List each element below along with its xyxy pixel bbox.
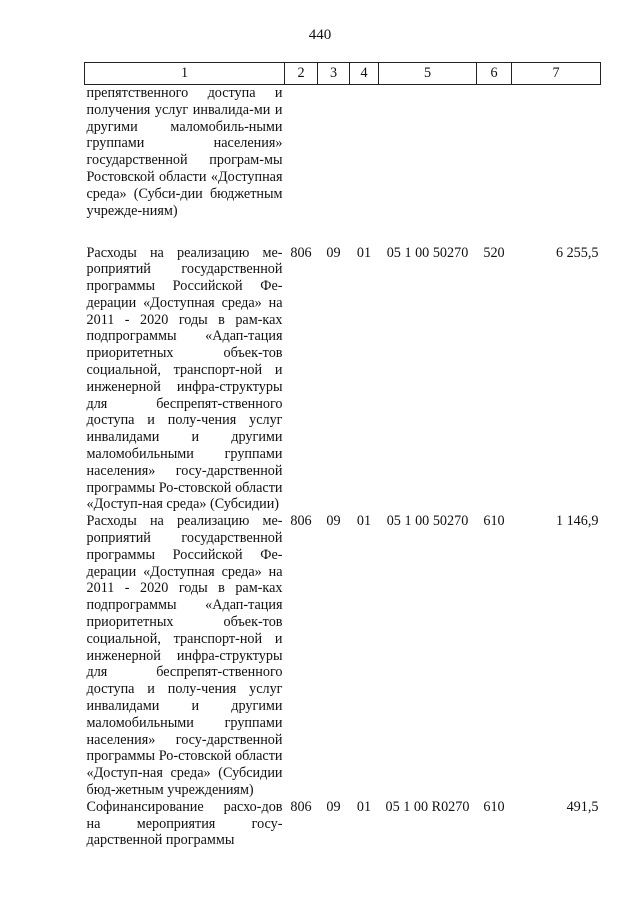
row-ministry-code: 806 xyxy=(290,513,312,530)
header-col-5: 5 xyxy=(379,63,477,85)
row-expense-type: 610 xyxy=(483,513,505,530)
row-target-code: 05 1 00 50270 xyxy=(386,244,469,261)
table-row xyxy=(85,245,601,514)
row-section: 09 xyxy=(326,513,341,530)
header-col-4: 4 xyxy=(350,63,379,85)
header-col-7: 7 xyxy=(512,63,601,85)
header-col-1: 1 xyxy=(85,63,285,85)
header-col-2: 2 xyxy=(285,63,318,85)
row-amount: 6 255,5 xyxy=(555,244,599,261)
row-subsection xyxy=(350,85,379,245)
row-amount: 491,5 xyxy=(566,798,599,815)
table-row xyxy=(85,799,601,849)
row-description: Расходы на реализацию ме-роприятий государственной программы Российской Фе-дерации «Доступная среда» на 2011 - 2020 годы в рам-ках подпрограммы «Адап-тация приоритетных объек-тов социальной, транспорт-ной и инженерной инфра-структуры для беспрепят-ственного доступа и полу-чения услуг инвалидами и другими маломобильными группами населения» госу-дарственной программы Ро-стовской области «Доступ-ная среда» (Субсидии бюд-жетным учреждениям) xyxy=(86,513,283,798)
budget-table xyxy=(84,62,601,849)
row-section: 09 xyxy=(326,244,341,261)
row-description: Софинансирование расхо-дов на мероприятия госу-дарственной программы xyxy=(86,798,283,849)
row-subsection: 01 xyxy=(356,513,372,530)
table-row xyxy=(85,513,601,799)
row-expense-type: 520 xyxy=(483,244,505,261)
row-section xyxy=(318,85,350,245)
row-amount xyxy=(512,85,601,245)
row-description: препятственного доступа и получения услуг инвалида-ми и другими маломобиль-ными группами населения» государственной програм-мы Ростовской области «Доступная среда» (Субси-дии бюджетным учрежде-ниям) xyxy=(86,85,283,219)
row-subsection: 01 xyxy=(356,798,372,815)
header-col-3: 3 xyxy=(318,63,350,85)
row-expense-type xyxy=(477,85,512,245)
row-section: 09 xyxy=(326,798,341,815)
table-header-row xyxy=(85,63,601,85)
page-number: 440 xyxy=(308,27,332,43)
row-target-code: 05 1 00 R0270 xyxy=(385,798,470,815)
row-target-code xyxy=(379,85,477,245)
row-subsection: 01 xyxy=(356,244,372,261)
header-col-6: 6 xyxy=(477,63,512,85)
row-target-code: 05 1 00 50270 xyxy=(386,513,469,530)
row-ministry-code: 806 xyxy=(290,798,312,815)
row-expense-type: 610 xyxy=(483,798,505,815)
row-ministry-code: 806 xyxy=(290,244,312,261)
row-amount: 1 146,9 xyxy=(555,513,599,530)
row-ministry-code xyxy=(285,85,318,245)
table-row xyxy=(85,85,601,245)
row-description: Расходы на реализацию ме-роприятий государственной программы Российской Фе-дерации «Доступная среда» на 2011 - 2020 годы в рам-ках подпрограммы «Адап-тация приоритетных объек-тов социальной, транспорт-ной и инженерной инфра-структуры для беспрепят-ственного доступа и полу-чения услуг инвалидами и другими маломобильными группами населения» госу-дарственной программы Ро-стовской области «Доступ-ная среда» (Субсидии) xyxy=(86,244,283,513)
